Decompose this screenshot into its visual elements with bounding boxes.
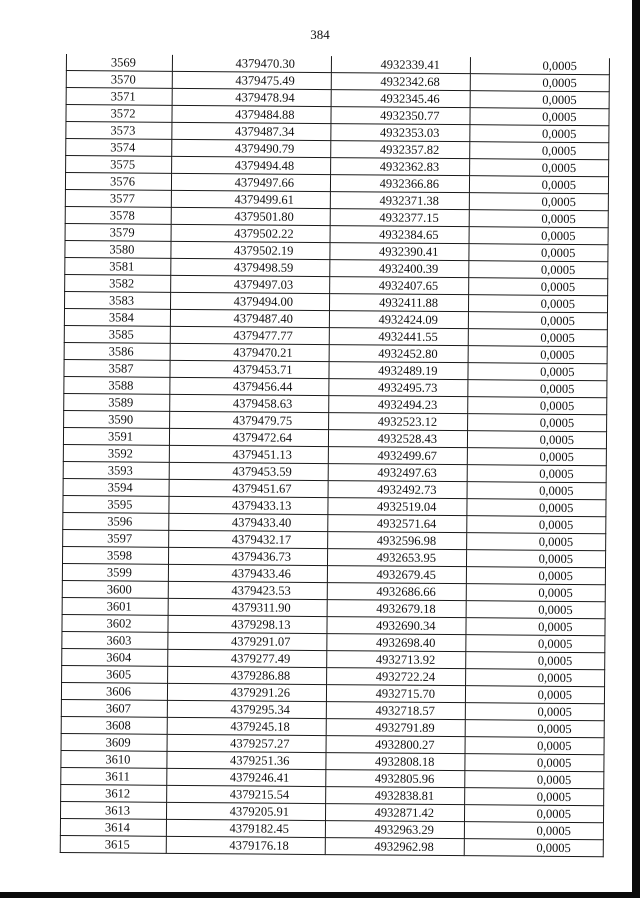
x-coordinate-cell: 4379257.27 — [167, 734, 326, 752]
tolerance-cell: 0,0005 — [466, 550, 605, 568]
point-number-cell: 3615 — [60, 835, 166, 853]
y-coordinate-cell: 4932357.82 — [331, 141, 470, 159]
point-number-cell: 3603 — [62, 631, 168, 649]
tolerance-cell: 0,0005 — [466, 652, 605, 670]
tolerance-cell: 0,0005 — [468, 329, 607, 347]
x-coordinate-cell: 4379472.64 — [169, 428, 328, 446]
y-coordinate-cell: 4932339.41 — [331, 56, 470, 74]
y-coordinate-cell: 4932528.43 — [328, 430, 467, 448]
point-number-cell: 3575 — [66, 156, 172, 174]
x-coordinate-cell: 4379433.13 — [169, 496, 328, 514]
x-coordinate-cell: 4379475.49 — [172, 71, 331, 89]
x-coordinate-cell: 4379499.61 — [171, 190, 330, 208]
tolerance-cell: 0,0005 — [468, 414, 607, 432]
page-number: 384 — [310, 27, 330, 42]
scan-edge-right — [632, 0, 640, 898]
tolerance-cell: 0,0005 — [468, 397, 607, 415]
point-number-cell: 3590 — [64, 410, 170, 428]
tolerance-cell: 0,0005 — [469, 193, 608, 211]
point-number-cell: 3593 — [63, 461, 169, 479]
tolerance-cell: 0,0005 — [469, 176, 608, 194]
point-number-cell: 3578 — [65, 206, 171, 224]
point-number-cell: 3569 — [66, 54, 172, 71]
y-coordinate-cell: 4932350.77 — [331, 107, 470, 125]
x-coordinate-cell: 4379487.40 — [170, 309, 329, 327]
tolerance-cell: 0,0005 — [468, 295, 607, 313]
x-coordinate-cell: 4379453.71 — [170, 360, 329, 378]
point-number-cell: 3597 — [63, 529, 169, 547]
point-number-cell: 3596 — [63, 512, 169, 530]
y-coordinate-cell: 4932679.45 — [327, 566, 466, 584]
tolerance-cell: 0,0005 — [465, 788, 604, 806]
point-number-cell: 3584 — [64, 308, 170, 326]
x-coordinate-cell: 4379470.21 — [170, 343, 329, 361]
point-number-cell: 3576 — [65, 173, 171, 191]
point-number-cell: 3599 — [62, 563, 168, 581]
x-coordinate-cell: 4379477.77 — [170, 326, 329, 344]
point-number-cell: 3608 — [61, 716, 167, 734]
y-coordinate-cell: 4932962.98 — [325, 838, 464, 856]
y-coordinate-cell: 4932871.42 — [325, 804, 464, 822]
y-coordinate-cell: 4932411.88 — [329, 294, 468, 312]
x-coordinate-cell: 4379291.26 — [167, 683, 326, 701]
y-coordinate-cell: 4932384.65 — [330, 226, 469, 244]
x-coordinate-cell: 4379451.13 — [169, 445, 328, 463]
x-coordinate-cell: 4379295.34 — [167, 700, 326, 718]
x-coordinate-cell: 4379487.34 — [172, 122, 331, 140]
y-coordinate-cell: 4932495.73 — [329, 379, 468, 397]
y-coordinate-cell: 4932362.83 — [331, 158, 470, 176]
coordinates-table — [60, 54, 610, 857]
point-number-cell: 3613 — [60, 801, 166, 819]
point-number-cell: 3611 — [61, 767, 167, 785]
tolerance-cell: 0,0005 — [467, 499, 606, 517]
point-number-cell: 3571 — [66, 88, 172, 106]
point-number-cell: 3570 — [66, 71, 172, 89]
point-number-cell: 3595 — [63, 495, 169, 513]
point-number-cell: 3580 — [65, 240, 171, 258]
y-coordinate-cell: 4932452.80 — [329, 345, 468, 363]
x-coordinate-cell: 4379286.88 — [168, 666, 327, 684]
x-coordinate-cell: 4379484.88 — [172, 105, 331, 123]
y-coordinate-cell: 4932679.18 — [327, 600, 466, 618]
tolerance-cell: 0,0005 — [469, 261, 608, 279]
x-coordinate-cell: 4379470.30 — [172, 55, 331, 73]
y-coordinate-cell: 4932489.19 — [329, 362, 468, 380]
x-coordinate-cell: 4379494.48 — [172, 156, 331, 174]
y-coordinate-cell: 4932441.55 — [329, 328, 468, 346]
point-number-cell: 3589 — [64, 393, 170, 411]
point-number-cell: 3600 — [62, 580, 168, 598]
y-coordinate-cell: 4932424.09 — [329, 311, 468, 329]
point-number-cell: 3610 — [61, 750, 167, 768]
tolerance-cell: 0,0005 — [464, 822, 603, 840]
point-number-cell: 3612 — [61, 784, 167, 802]
tolerance-cell: 0,0005 — [470, 125, 609, 143]
y-coordinate-cell: 4932690.34 — [327, 617, 466, 635]
y-coordinate-cell: 4932838.81 — [326, 787, 465, 805]
point-number-cell: 3614 — [60, 818, 166, 836]
tolerance-cell: 0,0005 — [466, 669, 605, 687]
x-coordinate-cell: 4379298.13 — [168, 615, 327, 633]
x-coordinate-cell: 4379291.07 — [168, 632, 327, 650]
tolerance-cell: 0,0005 — [465, 737, 604, 755]
tolerance-cell: 0,0005 — [468, 380, 607, 398]
x-coordinate-cell: 4379246.41 — [167, 768, 326, 786]
y-coordinate-cell: 4932698.40 — [327, 634, 466, 652]
point-number-cell: 3592 — [63, 444, 169, 462]
y-coordinate-cell: 4932499.67 — [328, 447, 467, 465]
x-coordinate-cell: 4379502.19 — [171, 241, 330, 259]
tolerance-cell: 0,0005 — [470, 74, 609, 92]
y-coordinate-cell: 4932407.65 — [330, 277, 469, 295]
x-coordinate-cell: 4379311.90 — [168, 598, 327, 616]
tolerance-cell: 0,0005 — [466, 584, 605, 602]
tolerance-cell: 0,0005 — [470, 91, 609, 109]
tolerance-cell: 0,0005 — [467, 516, 606, 534]
x-coordinate-cell: 4379498.59 — [171, 258, 330, 276]
point-number-cell: 3601 — [62, 597, 168, 615]
tolerance-cell: 0,0005 — [468, 312, 607, 330]
x-coordinate-cell: 4379479.75 — [170, 411, 329, 429]
y-coordinate-cell: 4932377.15 — [330, 209, 469, 227]
tolerance-cell: 0,0005 — [465, 720, 604, 738]
y-coordinate-cell: 4932686.66 — [327, 583, 466, 601]
x-coordinate-cell: 4379456.44 — [170, 377, 329, 395]
y-coordinate-cell: 4932596.98 — [328, 532, 467, 550]
x-coordinate-cell: 4379245.18 — [167, 717, 326, 735]
x-coordinate-cell: 4379277.49 — [168, 649, 327, 667]
tolerance-cell: 0,0005 — [467, 448, 606, 466]
x-coordinate-cell: 4379451.67 — [169, 479, 328, 497]
x-coordinate-cell: 4379453.59 — [169, 462, 328, 480]
y-coordinate-cell: 4932497.63 — [328, 464, 467, 482]
y-coordinate-cell: 4932805.96 — [326, 770, 465, 788]
tolerance-cell: 0,0005 — [468, 363, 607, 381]
y-coordinate-cell: 4932494.23 — [329, 396, 468, 414]
tolerance-cell: 0,0005 — [470, 142, 609, 160]
point-number-cell: 3594 — [63, 478, 169, 496]
point-number-cell: 3582 — [65, 274, 171, 292]
x-coordinate-cell: 4379433.40 — [169, 513, 328, 531]
point-number-cell: 3577 — [65, 189, 171, 207]
y-coordinate-cell: 4932653.95 — [327, 549, 466, 567]
tolerance-cell: 0,0005 — [469, 278, 608, 296]
x-coordinate-cell: 4379205.91 — [166, 802, 325, 820]
x-coordinate-cell: 4379502.22 — [171, 224, 330, 242]
y-coordinate-cell: 4932713.92 — [327, 651, 466, 669]
y-coordinate-cell: 4932519.04 — [328, 498, 467, 516]
y-coordinate-cell: 4932353.03 — [331, 124, 470, 142]
tolerance-cell: 0,0005 — [467, 533, 606, 551]
x-coordinate-cell: 4379432.17 — [169, 530, 328, 548]
coordinates-table-container — [60, 54, 609, 857]
tolerance-cell: 0,0005 — [470, 108, 609, 126]
x-coordinate-cell: 4379494.00 — [170, 292, 329, 310]
x-coordinate-cell: 4379423.53 — [168, 581, 327, 599]
y-coordinate-cell: 4932492.73 — [328, 481, 467, 499]
point-number-cell: 3588 — [64, 376, 170, 394]
point-number-cell: 3586 — [64, 342, 170, 360]
tolerance-cell: 0,0005 — [465, 771, 604, 789]
x-coordinate-cell: 4379490.79 — [172, 139, 331, 157]
tolerance-cell: 0,0005 — [470, 57, 609, 75]
table-row — [60, 835, 603, 856]
x-coordinate-cell: 4379176.18 — [166, 836, 325, 854]
tolerance-cell: 0,0005 — [469, 244, 608, 262]
tolerance-cell: 0,0005 — [467, 482, 606, 500]
x-coordinate-cell: 4379436.73 — [168, 547, 327, 565]
tolerance-cell: 0,0005 — [468, 346, 607, 364]
point-number-cell: 3606 — [61, 682, 167, 700]
table-body — [60, 54, 609, 857]
y-coordinate-cell: 4932963.29 — [325, 821, 464, 839]
tolerance-cell: 0,0005 — [465, 686, 604, 704]
tolerance-cell: 0,0005 — [466, 635, 605, 653]
point-number-cell: 3573 — [66, 122, 172, 140]
tolerance-cell: 0,0005 — [465, 703, 604, 721]
y-coordinate-cell: 4932390.41 — [330, 243, 469, 261]
x-coordinate-cell: 4379497.03 — [171, 275, 330, 293]
x-coordinate-cell: 4379182.45 — [166, 819, 325, 837]
point-number-cell: 3579 — [65, 223, 171, 241]
y-coordinate-cell: 4932342.68 — [331, 73, 470, 91]
point-number-cell: 3605 — [62, 665, 168, 683]
point-number-cell: 3604 — [62, 648, 168, 666]
tolerance-cell: 0,0005 — [466, 567, 605, 585]
tolerance-cell: 0,0005 — [465, 754, 604, 772]
tolerance-cell: 0,0005 — [467, 431, 606, 449]
scan-edge-bottom — [0, 892, 640, 898]
x-coordinate-cell: 4379501.80 — [171, 207, 330, 225]
tolerance-cell: 0,0005 — [469, 210, 608, 228]
x-coordinate-cell: 4379215.54 — [167, 785, 326, 803]
y-coordinate-cell: 4932400.39 — [330, 260, 469, 278]
y-coordinate-cell: 4932571.64 — [328, 515, 467, 533]
y-coordinate-cell: 4932800.27 — [326, 736, 465, 754]
point-number-cell: 3602 — [62, 614, 168, 632]
point-number-cell: 3591 — [63, 427, 169, 445]
point-number-cell: 3574 — [66, 139, 172, 157]
point-number-cell: 3607 — [61, 699, 167, 717]
point-number-cell: 3572 — [66, 105, 172, 123]
y-coordinate-cell: 4932523.12 — [329, 413, 468, 431]
y-coordinate-cell: 4932371.38 — [330, 192, 469, 210]
tolerance-cell: 0,0005 — [464, 805, 603, 823]
tolerance-cell: 0,0005 — [470, 159, 609, 177]
point-number-cell: 3587 — [64, 359, 170, 377]
x-coordinate-cell: 4379458.63 — [170, 394, 329, 412]
point-number-cell: 3581 — [65, 257, 171, 275]
tolerance-cell: 0,0005 — [469, 227, 608, 245]
x-coordinate-cell: 4379478.94 — [172, 88, 331, 106]
y-coordinate-cell: 4932722.24 — [327, 668, 466, 686]
point-number-cell: 3583 — [65, 291, 171, 309]
tolerance-cell: 0,0005 — [466, 618, 605, 636]
point-number-cell: 3609 — [61, 733, 167, 751]
x-coordinate-cell: 4379433.46 — [168, 564, 327, 582]
y-coordinate-cell: 4932366.86 — [330, 175, 469, 193]
y-coordinate-cell: 4932718.57 — [326, 702, 465, 720]
point-number-cell: 3598 — [62, 546, 168, 564]
x-coordinate-cell: 4379251.36 — [167, 751, 326, 769]
y-coordinate-cell: 4932808.18 — [326, 753, 465, 771]
x-coordinate-cell: 4379497.66 — [171, 173, 330, 191]
tolerance-cell: 0,0005 — [464, 839, 603, 857]
y-coordinate-cell: 4932791.89 — [326, 719, 465, 737]
y-coordinate-cell: 4932715.70 — [326, 685, 465, 703]
tolerance-cell: 0,0005 — [467, 465, 606, 483]
tolerance-cell: 0,0005 — [466, 601, 605, 619]
y-coordinate-cell: 4932345.46 — [331, 90, 470, 108]
point-number-cell: 3585 — [64, 325, 170, 343]
